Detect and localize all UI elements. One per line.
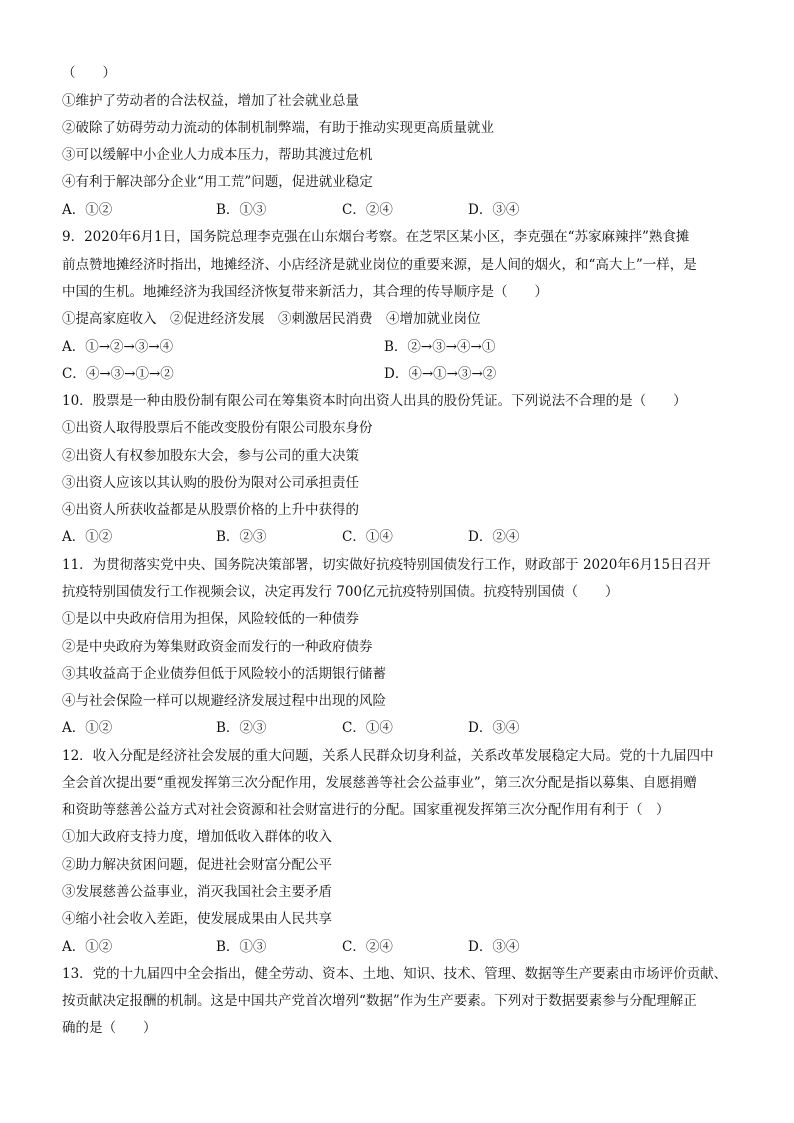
- q11-option-b[interactable]: B．②③: [216, 720, 267, 736]
- q12-option-c[interactable]: C．②④: [342, 939, 393, 955]
- q13-stem-line-3: 确的是（ ）: [62, 1020, 157, 1036]
- q11-option-c[interactable]: C．①④: [342, 720, 393, 736]
- q12-item-1: ①加大政府支持力度，增加低收入群体的收入: [62, 829, 332, 845]
- q10-item-4: ④出资人所获收益都是从股票价格的上升中获得的: [62, 502, 359, 518]
- q8-option-d[interactable]: D．③④: [468, 202, 520, 218]
- q12-item-4: ④缩小社会收入差距，使发展成果由人民共享: [62, 911, 332, 927]
- q10-item-2: ②出资人有权参加股东大会，参与公司的重大决策: [62, 448, 359, 464]
- q10-option-c[interactable]: C．①④: [342, 529, 393, 545]
- q8-paren: （ ）: [62, 65, 116, 81]
- q11-option-d[interactable]: D．③④: [468, 720, 520, 736]
- q12-item-2: ②助力解决贫困问题，促进社会财富分配公平: [62, 857, 332, 873]
- q11-item-4: ④与社会保险一样可以规避经济发展过程中出现的风险: [62, 693, 386, 709]
- q9-option-d[interactable]: D．④→①→③→②: [384, 366, 497, 382]
- q9-stem-line-3: 中国的生机。地摊经济为我国经济恢复带来新活力，其合理的传导顺序是（ ）: [62, 284, 548, 300]
- q11-item-1: ①是以中央政府信用为担保，风险较低的一种债券: [62, 611, 359, 627]
- q10-item-3: ③出资人应该以其认购的股份为限对公司承担责任: [62, 475, 359, 491]
- q12-option-a[interactable]: A．①②: [62, 939, 113, 955]
- q9-stem-line-2: 前点赞地摊经济时指出，地摊经济、小店经济是就业岗位的重要来源，是人间的烟火，和“高大上”一样，是: [62, 257, 697, 273]
- q13-stem-line-2: 按贡献决定报酬的机制。这是中国共产党首次增列“数据”作为生产要素。下列对于数据要素参与分配理解正: [62, 993, 697, 1009]
- q11-stem-line-1: 11．为贯彻落实党中央、国务院决策部署，切实做好抗疫特别国债发行工作，财政部于 2020年6月15日召开: [62, 557, 711, 573]
- q8-item-4: ④有利于解决部分企业“用工荒”问题，促进就业稳定: [62, 174, 373, 190]
- q8-option-a[interactable]: A．①②: [62, 202, 113, 218]
- q11-item-2: ②是中央政府为筹集财政资金而发行的一种政府债券: [62, 639, 373, 655]
- q13-stem-line-1: 13．党的十九届四中全会指出，健全劳动、资本、土地、知识、技术、管理、数据等生产要素由市场评价贡献、: [62, 966, 728, 982]
- q12-stem-line-2: 全会首次提出要“重视发挥第三次分配作用，发展慈善等社会公益事业”，第三次分配是指以募集、自愿捐赠: [62, 775, 697, 791]
- q8-item-2: ②破除了妨碍劳动力流动的体制机制弊端，有助于推动实现更高质量就业: [62, 120, 494, 136]
- q8-option-b[interactable]: B．①③: [216, 202, 267, 218]
- q10-option-a[interactable]: A．①②: [62, 529, 113, 545]
- q10-item-1: ①出资人取得股票后不能改变股份有限公司股东身份: [62, 420, 373, 436]
- q9-option-b[interactable]: B．②→③→④→①: [384, 339, 496, 355]
- q8-item-3: ③可以缓解中小企业人力成本压力，帮助其渡过危机: [62, 147, 373, 163]
- q8-option-c[interactable]: C．②④: [342, 202, 393, 218]
- q11-option-a[interactable]: A．①②: [62, 720, 113, 736]
- q9-stem-line-1: 9．2020年6月1日，国务院总理李克强在山东烟台考察。在芝罘区某小区，李克强在“苏家麻辣拌”熟食摊: [62, 229, 690, 245]
- q10-option-d[interactable]: D．②④: [468, 529, 520, 545]
- q12-stem-line-3: 和资助等慈善公益方式对社会资源和社会财富进行的分配。国家重视发挥第三次分配作用有利于（ ）: [62, 802, 670, 818]
- q11-stem-line-2: 抗疫特别国债发行工作视频会议，决定再发行 700亿元抗疫特别国债。抗疫特别国债（ ）: [62, 584, 619, 600]
- q12-option-d[interactable]: D．③④: [468, 939, 520, 955]
- q9-option-c[interactable]: C．④→③→①→②: [62, 366, 174, 382]
- q10-option-b[interactable]: B．②③: [216, 529, 267, 545]
- q9-option-a[interactable]: A．①→②→③→④: [62, 339, 174, 355]
- q12-option-b[interactable]: B．①③: [216, 939, 267, 955]
- q12-stem-line-1: 12．收入分配是经济社会发展的重大问题，关系人民群众切身利益，关系改革发展稳定大局。党的十九届四中: [62, 748, 714, 764]
- q12-item-3: ③发展慈善公益事业，消灭我国社会主要矛盾: [62, 884, 332, 900]
- q9-items: ①提高家庭收入 ②促进经济发展 ③刺激居民消费 ④增加就业岗位: [62, 311, 481, 327]
- q10-stem: 10．股票是一种由股份制有限公司在筹集资本时向出资人出具的股份凭证。下列说法不合理的是（ ）: [62, 393, 687, 409]
- q8-item-1: ①维护了劳动者的合法权益，增加了社会就业总量: [62, 93, 359, 109]
- q11-item-3: ③其收益高于企业债券但低于风险较小的活期银行储蓄: [62, 666, 386, 682]
